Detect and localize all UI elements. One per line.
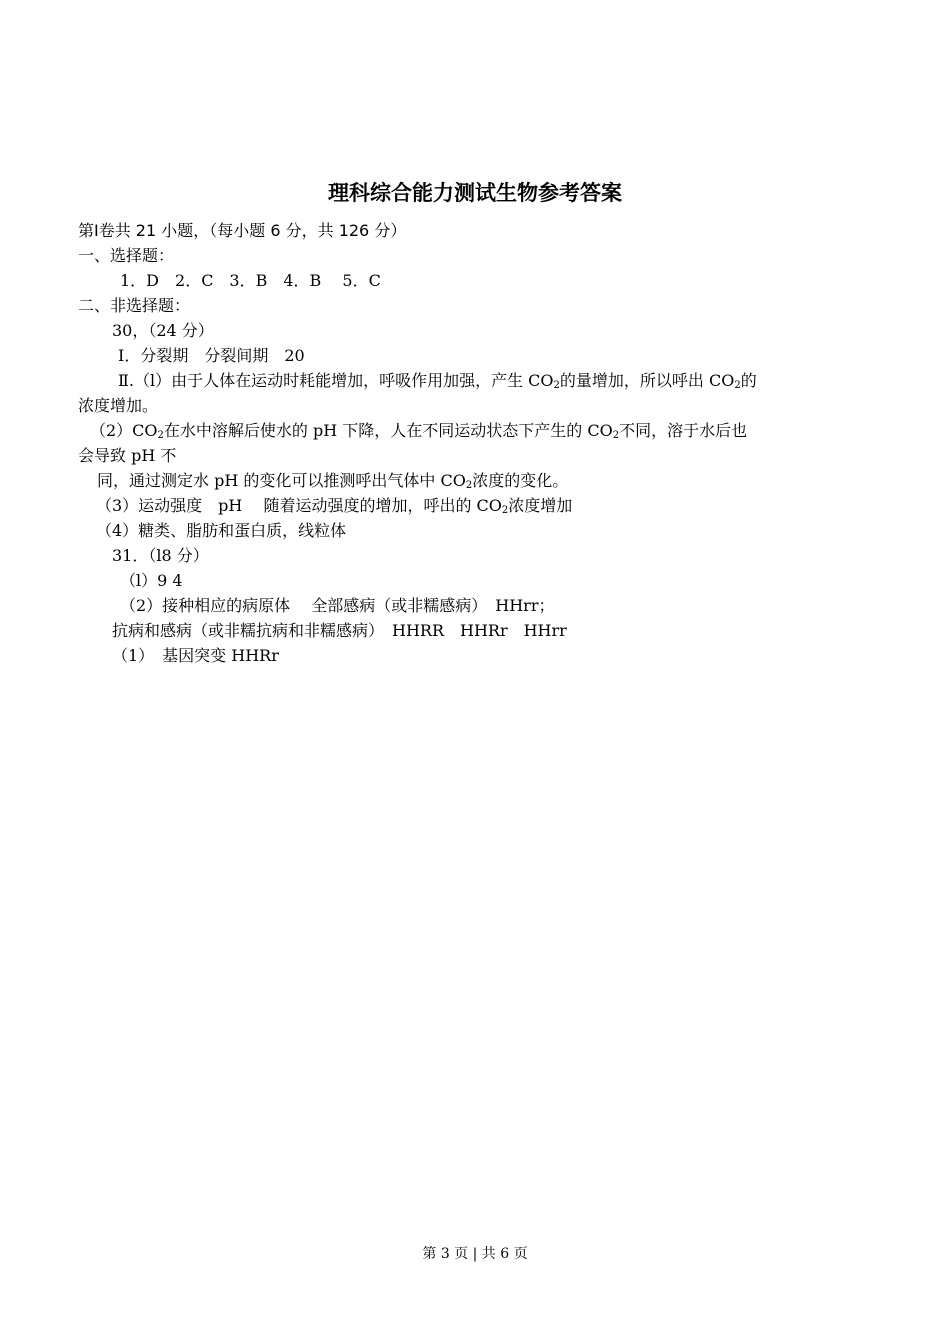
subscript: 2	[612, 430, 620, 441]
q30-part4: （4）糖类、脂肪和蛋白质，线粒体	[96, 521, 347, 540]
text-segment: 浓度增加	[508, 496, 573, 515]
text-segment: 同，通过测定水 pH 的变化可以推测呼出气体中 CO	[97, 471, 466, 490]
text-segment: 的量增加，所以呼出 CO	[559, 371, 735, 390]
subscript: 2	[465, 480, 473, 491]
subscript: 2	[157, 430, 164, 441]
text-segment: 在水中溶解后使水的 pH 下降，人在不同运动状态下产生的 CO	[163, 421, 613, 440]
q30-part-i: Ⅰ．分裂期 分裂间期 20	[118, 346, 305, 365]
q30-part2	[90, 420, 747, 442]
text-segment: （3）运动强度 pH 随着运动强度的增加，呼出的 CO	[96, 496, 502, 515]
subscript: 2	[734, 380, 741, 391]
part1-heading: 一、选择题：	[78, 246, 175, 265]
page-footer: 第 3 页 | 共 6 页	[422, 1246, 528, 1262]
q31-part2-continued: 抗病和感病（或非糯抗病和非糯感病） HHRR HHRr HHrr	[112, 621, 567, 640]
q31-part3: （1） 基因突变 HHRr	[112, 646, 279, 665]
part2-heading: 二、非选择题：	[78, 296, 191, 315]
text-segment: 不同，溶于水后也	[619, 421, 748, 440]
text-segment: 的	[740, 371, 757, 390]
section-intro: 第Ⅰ卷共 21 小题，（每小题 6 分，共 126 分）	[78, 221, 407, 240]
text-segment: （2）CO	[90, 421, 158, 440]
choice-answers: 1．D 2．C 3．B 4．B 5．C	[120, 271, 381, 290]
text-segment: 浓度的变化。	[472, 471, 569, 490]
q31-part1: （l）9 4	[120, 571, 183, 590]
q30-part-ii-continued: 浓度增加。	[78, 396, 159, 415]
q31-header: 31．（l8 分）	[112, 546, 209, 565]
text-segment: Ⅱ.（l）由于人体在运动时耗能增加，呼吸作用加强，产生 CO	[118, 371, 554, 390]
q30-part-ii	[118, 370, 757, 392]
q30-header: 30，（24 分）	[112, 321, 214, 340]
q30-part2-continued-2	[97, 470, 568, 492]
q30-part3	[96, 495, 572, 517]
q31-part2: （2）接种相应的病原体 全部感病（或非糯感病） HHrr；	[120, 596, 555, 615]
page-title: 理科综合能力测试生物参考答案	[328, 181, 622, 205]
q30-part2-continued: 会导致 pH 不	[78, 446, 177, 465]
subscript: 2	[553, 380, 560, 391]
subscript: 2	[501, 505, 509, 516]
